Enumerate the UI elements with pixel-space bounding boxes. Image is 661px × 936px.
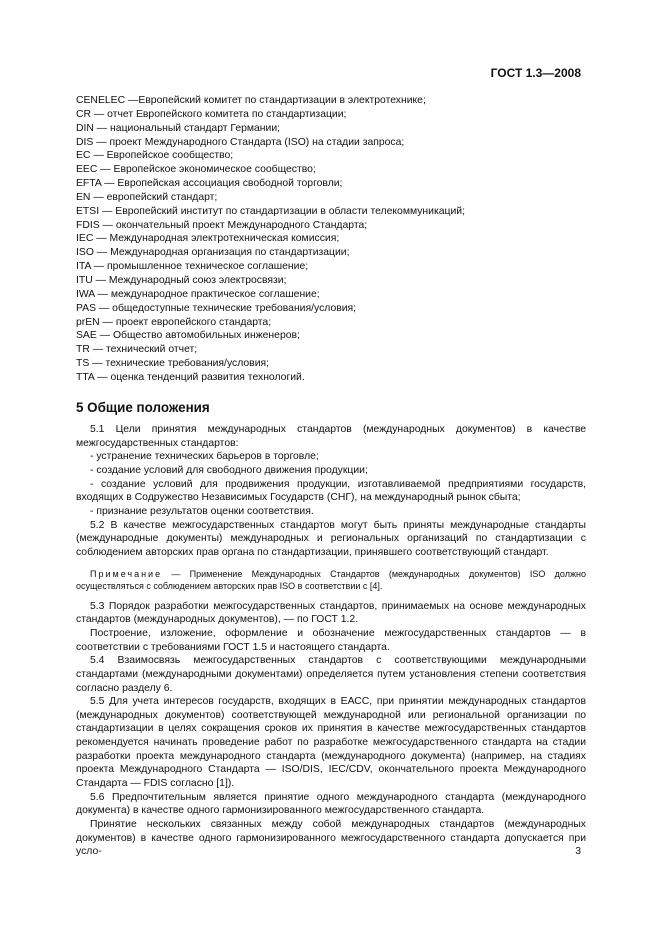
bullet-item: - устранение технических барьеров в торговле; [90,451,319,463]
section-body [76,423,586,859]
paragraph-5-4: 5.4 Взаимосвязь межгосударственных стандартов с соответствующими международными стандартами (международными документами) определяется путем установления степени соответствия согласно разделу 6. [76,655,586,694]
abbreviation-item: FDIS — окончательный проект Международного Стандарта; [76,219,368,231]
abbreviation-item: IWA — международное практическое соглашение; [76,288,320,300]
abbreviation-item: PAS — общедоступные технические требования/условия; [76,302,357,314]
paragraph-5-3-continued: Построение, изложение, оформление и обозначение межгосударственных стандартов — в соответствии с требованиями ГОСТ 1.5 и настоящего стандарта. [76,627,586,653]
abbreviation-item: ISO — Международная организация по стандартизации; [76,247,350,259]
note-label: Примечание [90,568,163,579]
abbreviation-item: ETSI — Европейский институт по стандартизации в области телекоммуникаций; [76,205,465,217]
abbreviation-item: EEC — Европейское экономическое сообщество; [76,164,316,176]
abbreviation-item: ITU — Международный союз электросвязи; [76,274,287,286]
abbreviation-item: EFTA — Европейская ассоциация свободной торговли; [76,178,343,190]
abbreviations-list [76,94,586,385]
paragraph-5-5: 5.5 Для учета интересов государств, входящих в ЕАСС, при принятии международных стандартов (международных документов) соответствующей международной или региональной организации по стандартизации в целях сокращения сроков их принятия в качестве межгосударственных стандартов рекомендуется начинать проведение работ по разработке межгосударственного стандарта на стадии разработки проекта международного стандарта (международного документа) (например, на стадиях проекта Международного Стандарта — ISO/DIS, IEC/CDV, окончательного проекта Международного Стандарта — FDIS согласно [1]). [76,696,586,790]
abbreviation-item: TR — технический отчет; [76,344,198,356]
abbreviation-item: SAE — Общество автомобильных инженеров; [76,330,300,342]
abbreviation-item: CENELEC —Европейский комитет по стандартизации в электротехнике; [76,95,426,106]
document-id-header: ГОСТ 1.3—2008 [490,66,581,80]
note [76,568,586,592]
abbreviation-item: EC — Европейское сообщество; [76,150,234,162]
abbreviation-item: IEC — Международная электротехническая комиссия; [76,233,340,245]
page-number: 3 [575,846,581,857]
abbreviation-item: prEN — проект европейского стандарта; [76,316,272,328]
bullet-item: - создание условий для продвижения продукции, изготавливаемой предприятиями государств, входящих в Содружество Независимых Государств (СНГ), на международный рынок сбыта; [76,478,586,504]
abbreviation-item: ITA — промышленное техническое соглашение; [76,261,309,273]
paragraph-5-3: 5.3 Порядок разработки межгосударственных стандартов, принимаемых на основе международных стандартов (международных документов), — по ГОСТ 1.2. [76,600,586,626]
note-text: — Применение Международных Стандартов (международных документов) ISO должно осуществляться с соблюдением авторских прав ISO в соответствии с [4]. [76,568,586,591]
bullet-item: - создание условий для свободного движения продукции; [90,464,368,476]
paragraph-5-2: 5.2 В качестве межгосударственных стандартов могут быть приняты международные стандарты (международные документы) международных и региональных организаций по стандартизации с соблюдением авторских прав органа по стандартизации, принявшего соответствующий стандарт. [76,519,586,558]
abbreviation-item: TS — технические требования/условия; [76,358,270,370]
abbreviation-item: DIN — национальный стандарт Германии; [76,122,281,134]
paragraph-5-1: 5.1 Цели принятия международных стандартов (международных документов) в качестве межгосударственных стандартов: [76,424,586,449]
section-heading: 5 Общие положения [76,400,210,415]
paragraph-5-6: 5.6 Предпочтительным является принятие одного международного стандарта (международного документа) в качестве одного гармонизированного межгосударственного стандарта. [76,791,586,817]
abbreviation-item: TTA — оценка тенденций развития технологий. [76,371,305,383]
bullet-item: - признание результатов оценки соответствия. [90,505,314,517]
abbreviation-item: DIS — проект Международного Стандарта (ISO) на стадии запроса; [76,136,405,148]
abbreviation-item: EN — европейский стандарт; [76,191,218,203]
abbreviation-item: CR — отчет Европейского комитета по стандартизации; [76,108,347,120]
paragraph-5-6-continued: Принятие нескольких связанных между собой международных стандартов (международных документов) в качестве одного гармонизированного межгосударственного стандарта допускается при усло- [76,819,586,858]
